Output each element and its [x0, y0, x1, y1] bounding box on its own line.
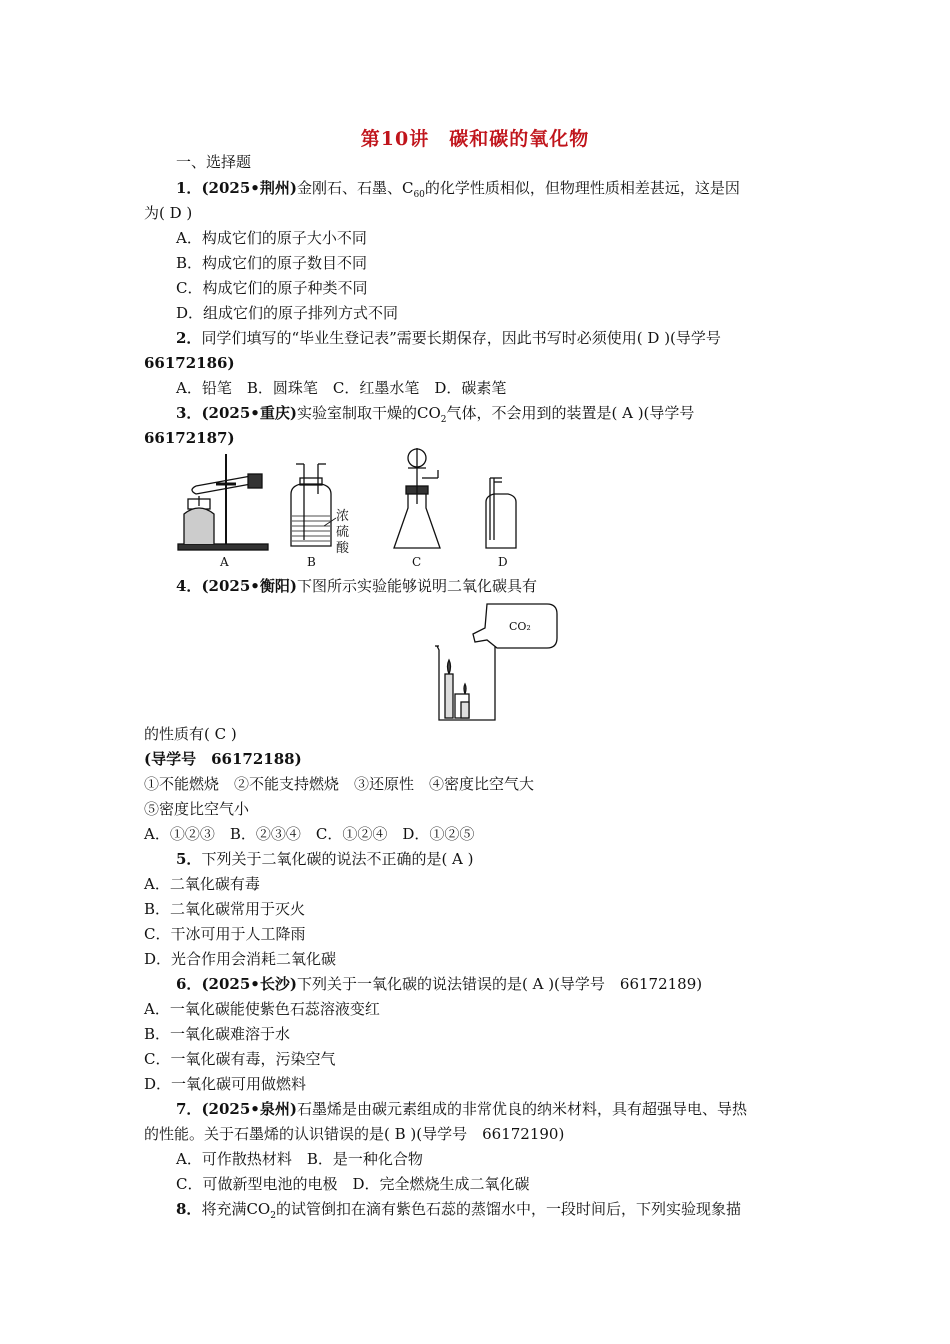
- question-source: (2025•长沙): [201, 975, 297, 993]
- question-1-cont: 为( D ): [144, 204, 193, 222]
- page-title: 第10讲 碳和碳的氧化物: [360, 128, 590, 150]
- option: D．光合作用会消耗二氧化碳: [144, 950, 337, 968]
- question-number: 4．: [176, 577, 202, 595]
- options: C．可做新型电池的电极 D．完全燃烧生成二氧化碳: [176, 1175, 530, 1193]
- option: C．干冰可用于人工降雨: [144, 925, 306, 943]
- apparatus-a-icon: [178, 454, 268, 550]
- option: B．二氧化碳常用于灭火: [144, 900, 306, 918]
- question-number: 3．: [176, 404, 202, 422]
- question-number: 8．: [176, 1200, 202, 1218]
- question-1: [176, 178, 740, 205]
- question-text: 的化学性质相似，但物理性质相差甚远，这是因: [424, 179, 740, 197]
- question-source: (2025•重庆): [201, 404, 297, 422]
- subscript: 60: [413, 190, 425, 200]
- acid-label: 浓: [336, 509, 350, 524]
- question-7: [176, 1099, 747, 1119]
- options: A．铅笔 B．圆珠笔 C．红墨水笔 D．碳素笔: [176, 379, 507, 397]
- question-source: (2025•泉州): [201, 1100, 297, 1118]
- subscript: 2: [440, 415, 447, 425]
- question-text: 下图所示实验能够说明二氧化碳具有: [296, 577, 537, 595]
- section-heading: 一、选择题: [176, 153, 252, 171]
- question-number: 5．: [176, 850, 202, 868]
- question-number: 2．: [176, 329, 202, 347]
- beaker-icon: [435, 646, 495, 720]
- co2-label: CO₂: [509, 620, 531, 633]
- apparatus-b-icon: [291, 464, 336, 546]
- apparatus-c-icon: [394, 448, 440, 548]
- option: B．一氧化碳难溶于水: [144, 1025, 291, 1043]
- option: D．一氧化碳可用做燃料: [144, 1075, 307, 1093]
- subscript: 2: [270, 1211, 276, 1221]
- apparatus-d-icon: [486, 478, 516, 548]
- question-text: 气体，不会用到的装置是( A )(导学号: [446, 404, 695, 422]
- question-4-cont: 的性质有( C ): [144, 725, 237, 743]
- question-number: 7．: [176, 1100, 202, 1118]
- acid-label: 酸: [336, 541, 350, 556]
- guide-code: 66172187): [144, 429, 235, 447]
- option: A．一氧化碳能使紫色石蕊溶液变红: [144, 1000, 380, 1018]
- properties: ⑤密度比空气小: [144, 800, 250, 818]
- apparatus-label: A: [220, 555, 229, 568]
- co2-experiment-figure: [425, 598, 565, 724]
- question-7-cont: 的性能。关于石墨烯的认识错误的是( B )(导学号 66172190): [144, 1125, 565, 1143]
- question-text: 实验室制取干燥的CO: [296, 404, 441, 422]
- question-3: [176, 403, 694, 430]
- question-8: [176, 1199, 741, 1226]
- question-6: [176, 974, 702, 994]
- question-text: 下列关于二氧化碳的说法不正确的是( A ): [201, 850, 474, 868]
- question-text: 的试管倒扣在滴有紫色石蕊的蒸馏水中，一段时间后，下列实验现象描: [275, 1200, 741, 1218]
- option: A．构成它们的原子大小不同: [176, 229, 367, 247]
- apparatus-figure: [176, 444, 536, 568]
- question-source: (2025•衡阳): [201, 577, 297, 595]
- question-number: 6．: [176, 975, 202, 993]
- question-text: 金刚石、石墨、C: [296, 179, 414, 197]
- option: A．二氧化碳有毒: [144, 875, 260, 893]
- question-text: 同学们填写的“毕业生登记表”需要长期保存，因此书写时必须使用( D )(导学号: [201, 329, 721, 347]
- option: B．构成它们的原子数目不同: [176, 254, 368, 272]
- question-4: [176, 576, 537, 596]
- apparatus-label: C: [412, 555, 422, 568]
- question-text: 将充满CO: [201, 1200, 271, 1218]
- options: A．可作散热材料 B．是一种化合物: [176, 1150, 423, 1168]
- options: A．①②③ B．②③④ C．①②④ D．①②⑤: [144, 825, 475, 843]
- question-5: [176, 849, 474, 869]
- guide-code: 66172186): [144, 354, 235, 372]
- question-text: 下列关于一氧化碳的说法错误的是( A )(导学号 66172189): [296, 975, 703, 993]
- option: D．组成它们的原子排列方式不同: [176, 304, 399, 322]
- option: C．构成它们的原子种类不同: [176, 279, 368, 297]
- question-2: [176, 328, 721, 348]
- question-number: 1．: [176, 179, 202, 197]
- question-text: 石墨烯是由碳元素组成的非常优良的纳米材料，具有超强导电、导热: [296, 1100, 747, 1118]
- question-source: (2025•荆州): [201, 179, 297, 197]
- option: C．一氧化碳有毒，污染空气: [144, 1050, 336, 1068]
- apparatus-label: B: [307, 555, 316, 568]
- guide-code: (导学号 66172188): [144, 750, 302, 768]
- apparatus-label: D: [498, 555, 508, 568]
- acid-label: 硫: [336, 525, 350, 540]
- properties: ①不能燃烧 ②不能支持燃烧 ③还原性 ④密度比空气大: [144, 775, 535, 793]
